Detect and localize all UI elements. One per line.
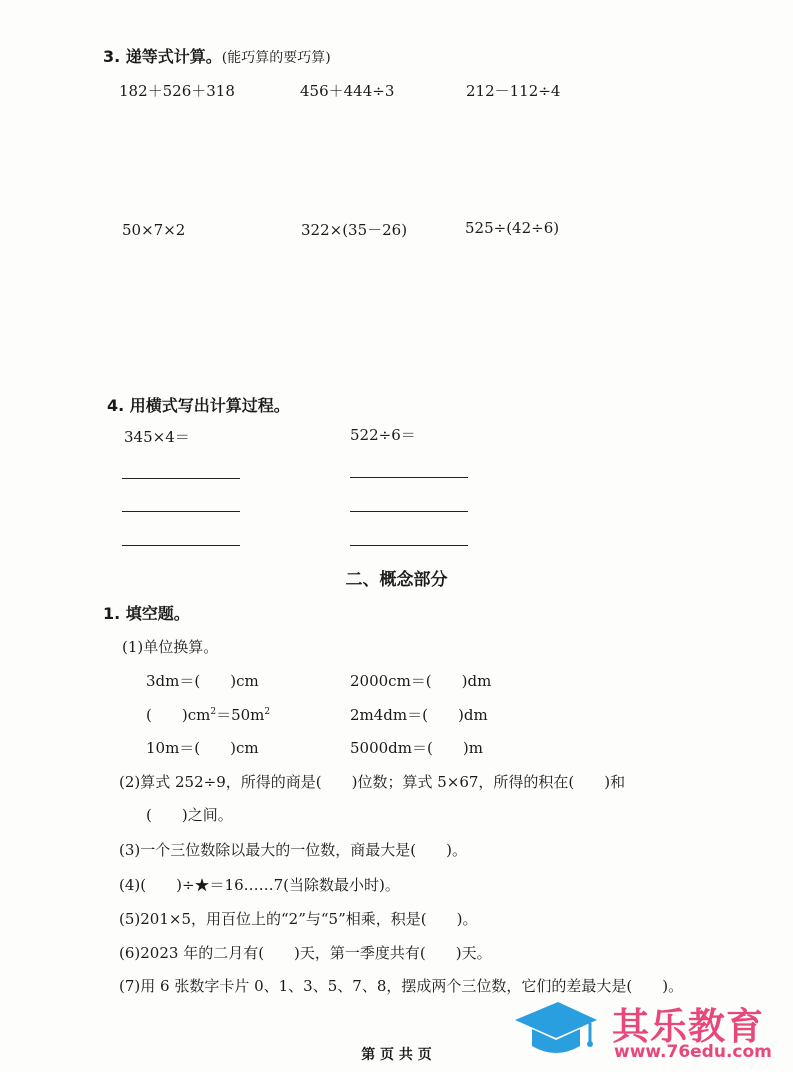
expr-3: 212－112÷4 <box>466 82 561 100</box>
section-3-heading <box>103 44 331 67</box>
expr-4: 50×7×2 <box>122 221 186 239</box>
graduation-cap-icon <box>512 996 598 1062</box>
q1-s4: (4)( )÷★＝16……7(当除数最小时)。 <box>119 876 400 894</box>
q1-s7: (7)用 6 张数字卡片 0、1、3、5、7、8，摆成两个三位数，它们的差最大是( )。 <box>119 977 684 995</box>
conv-e: 10m＝( )cm <box>146 739 259 757</box>
q1-s6: (6)2023 年的二月有( )天，第一季度共有( )天。 <box>119 944 492 962</box>
watermark-name: 其乐教育 <box>612 1005 764 1048</box>
conv-b: 2000cm＝( )dm <box>350 672 492 690</box>
q1-s5: (5)201×5，用百位上的“2”与“5”相乘，积是( )。 <box>119 910 478 928</box>
q1-title: 1. 填空题。 <box>103 604 190 623</box>
section-3-note: (能巧算的要巧算) <box>221 50 331 66</box>
part-2-title: 二、概念部分 <box>345 570 448 590</box>
answer-line-1c[interactable] <box>122 545 240 546</box>
q1-s2-line2: ( )之间。 <box>146 806 233 824</box>
conv-c: ( )$cm^2=50m^2$ <box>146 706 271 724</box>
conv-f: 5000dm＝( )m <box>350 739 483 757</box>
section-4-title: 4. 用横式写出计算过程。 <box>107 396 290 415</box>
page-footer: 第 页 共 页 <box>361 1047 432 1063</box>
section-3-title: 3. 递等式计算。 <box>103 47 222 66</box>
expr-2: 456＋444÷3 <box>300 82 395 100</box>
q1-s1-label: (1)单位换算。 <box>122 638 219 656</box>
q1-s3: (3)一个三位数除以最大的一位数，商最大是( )。 <box>119 841 467 859</box>
answer-line-1a[interactable] <box>122 478 240 479</box>
expr-6: 525÷(42÷6) <box>465 219 560 237</box>
expr-horizontal-2: 522÷6＝ <box>350 426 416 444</box>
expr-5: 322×(35－26) <box>301 221 408 239</box>
expr-1: 182＋526＋318 <box>119 82 235 100</box>
q1-s2-line1: (2)算式 252÷9，所得的商是( )位数；算式 5×67，所得的积在( )和 <box>119 773 626 791</box>
watermark-url: www.76edu.com <box>614 1042 772 1062</box>
answer-line-2b[interactable] <box>350 511 468 512</box>
answer-line-2c[interactable] <box>350 545 468 546</box>
answer-line-2a[interactable] <box>350 477 468 478</box>
conv-d: 2m4dm＝( )dm <box>350 706 488 724</box>
expr-horizontal-1: 345×4＝ <box>124 428 190 446</box>
conv-a: 3dm＝( )cm <box>146 672 259 690</box>
answer-line-1b[interactable] <box>122 511 240 512</box>
